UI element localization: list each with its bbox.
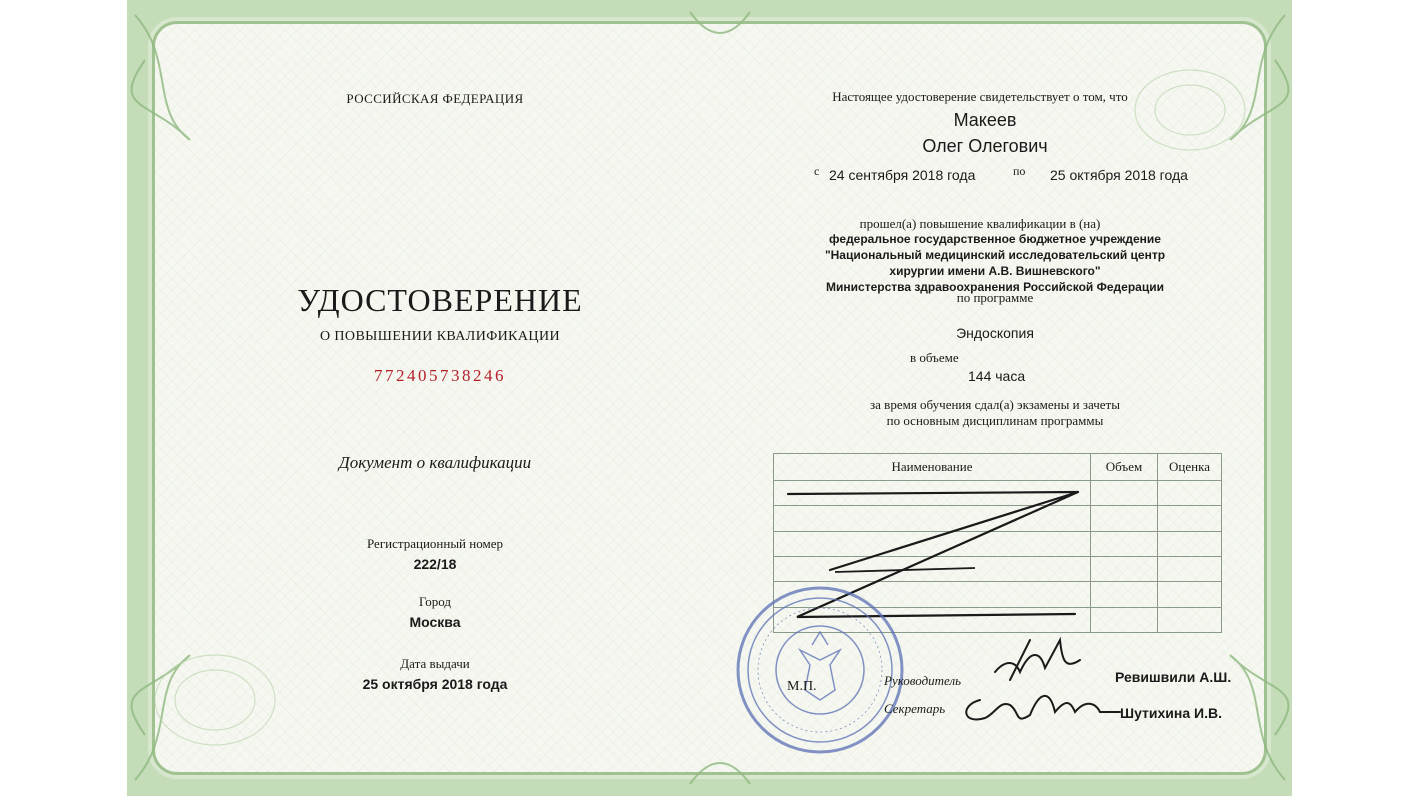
issue-date-value: 25 октября 2018 года: [362, 676, 508, 692]
head-signature: [995, 640, 1080, 680]
institution-line-2: "Национальный медицинский исследовательский центр: [824, 248, 1166, 262]
period-to-date: 25 октября 2018 года: [1050, 167, 1188, 183]
registration-label: Регистрационный номер: [367, 536, 503, 551]
city-label: Город: [418, 594, 452, 609]
document-title: УДОСТОВЕРЕНИЕ: [297, 282, 583, 318]
stamp-place-label: М.П.: [787, 679, 817, 694]
secretary-name: Шутихина И.В.: [1120, 705, 1222, 721]
head-label: Руководитель: [884, 673, 962, 688]
passed-text: прошел(а) повышение квалификации в (на): [859, 216, 1101, 231]
program-label: по программе: [956, 290, 1034, 305]
period-to-label: по: [1013, 164, 1026, 178]
institution-line-3: хирургии имени А.В. Вишневского": [889, 264, 1101, 278]
volume-value: 144 часа: [968, 368, 1026, 384]
city-value: Москва: [409, 614, 461, 630]
volume-label: в объеме: [910, 350, 959, 365]
head-name: Ревишвили А.Ш.: [1115, 669, 1232, 685]
exams-line-2: по основным дисциплинам программы: [886, 413, 1104, 428]
serial-number: 772405738246: [374, 366, 506, 385]
period-from-label: с: [814, 164, 820, 178]
document-subtitle: О ПОВЫШЕНИИ КВАЛИФИКАЦИИ: [320, 329, 560, 344]
institution-line-1: федеральное государственное бюджетное учреждение: [829, 232, 1161, 246]
holder-surname: Макеев: [953, 110, 1017, 130]
document-type: Документ о квалификации: [338, 453, 532, 472]
period-from-date: 24 сентября 2018 года: [829, 167, 976, 183]
header-grade: Оценка: [1158, 454, 1222, 481]
header-volume: Объем: [1091, 454, 1158, 481]
institution-line-4: Министерства здравоохранения Российской Федерации: [826, 280, 1164, 294]
header-name: Наименование: [774, 454, 1091, 481]
country-label: РОССИЙСКАЯ ФЕДЕРАЦИЯ: [346, 91, 524, 106]
program-name: Эндоскопия: [956, 325, 1034, 341]
holder-given-names: Олег Олегович: [922, 136, 1048, 156]
issue-date-label: Дата выдачи: [400, 656, 470, 671]
exams-line-1: за время обучения сдал(а) экзамены и зачеты: [870, 397, 1120, 412]
secretary-label: Секретарь: [884, 701, 946, 716]
registration-number: 222/18: [413, 556, 457, 572]
secretary-signature: [966, 696, 1120, 720]
intro-text: Настоящее удостоверение свидетельствует о том, что: [832, 89, 1128, 104]
